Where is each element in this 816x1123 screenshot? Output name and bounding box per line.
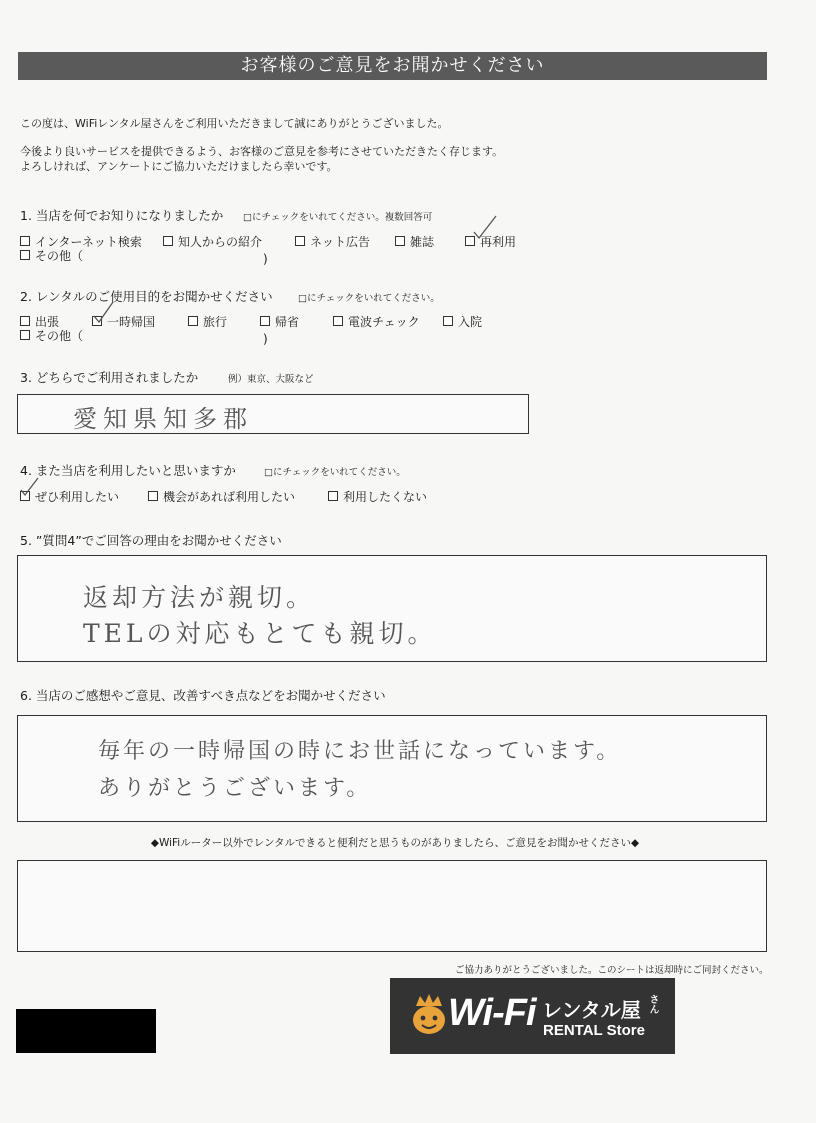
- q6-answer-line-1: 毎年の一時帰国の時にお世話になっています。: [98, 739, 622, 764]
- checkbox-icon[interactable]: [148, 491, 158, 501]
- checkmark-icon: [20, 477, 40, 497]
- checkbox-icon[interactable]: [20, 236, 30, 246]
- q4-option-definitely[interactable]: ぜひ利用したい: [20, 488, 119, 505]
- q1-other-close: ): [263, 252, 268, 266]
- q3-answer-box[interactable]: [17, 394, 529, 434]
- checkbox-icon[interactable]: [443, 316, 453, 326]
- q4-note: □にチェックをいれてください。: [264, 467, 406, 478]
- checkbox-icon[interactable]: [163, 236, 173, 246]
- q1-option-reuse[interactable]: 再利用: [465, 233, 516, 250]
- checkbox-icon[interactable]: [188, 316, 198, 326]
- q7-answer-box[interactable]: [17, 860, 767, 952]
- q2-option-travel[interactable]: 旅行: [188, 313, 227, 330]
- q6-answer-line-2: ありがとうございます。: [98, 776, 372, 801]
- q1-option-internet[interactable]: インターネット検索: [20, 233, 142, 250]
- logo-wifi-text: Wi-Fi: [448, 992, 536, 1034]
- intro-line-2: 今後より良いサービスを提供できるよう、お客様のご意見を参考にさせていただきたく存じます。: [20, 145, 504, 158]
- checkmark-icon: [93, 300, 115, 324]
- intro-line-3: よろしければ、アンケートにご協力いただけましたら幸いです。: [20, 160, 338, 173]
- company-logo: [390, 978, 675, 1054]
- q3-answer-text: 愛知県知多郡: [73, 405, 253, 433]
- q2-option-temp-return[interactable]: 一時帰国: [92, 313, 155, 330]
- q1-option-magazine[interactable]: 雑誌: [395, 233, 434, 250]
- q2-note: □にチェックをいれてください。: [298, 293, 440, 304]
- checkbox-icon[interactable]: [333, 316, 343, 326]
- q5-answer-line-1: 返却方法が親切。: [83, 583, 316, 612]
- q2-option-business[interactable]: 出張: [20, 313, 59, 330]
- checkbox-icon[interactable]: [20, 316, 30, 326]
- q2-title: 2. レンタルのご使用目的をお聞かせください: [20, 289, 273, 304]
- logo-jp-small-text: さん: [647, 994, 658, 1014]
- q5-title: 5. ”質問4”でご回答の理由をお聞かせください: [20, 533, 282, 548]
- q3-title: 3. どちらでご利用されましたか: [20, 370, 199, 385]
- q1-option-referral[interactable]: 知人からの紹介: [163, 233, 262, 250]
- checkbox-icon[interactable]: [295, 236, 305, 246]
- checkmark-icon: [472, 214, 498, 240]
- q2-other-close: ): [263, 332, 268, 346]
- q1-option-net-ad[interactable]: ネット広告: [295, 233, 370, 250]
- q4-option-no[interactable]: 利用したくない: [328, 488, 427, 505]
- q1-title: 1. 当店を何でお知りになりましたか: [20, 208, 224, 223]
- q5-answer-line-2: TELの対応もとても親切。: [83, 619, 437, 648]
- closing-note: ご協力ありがとうございました。このシートは返却時にご同封ください。: [455, 965, 769, 976]
- checkbox-icon[interactable]: [260, 316, 270, 326]
- checkbox-icon[interactable]: [395, 236, 405, 246]
- checkbox-icon[interactable]: [328, 491, 338, 501]
- q1-note: □にチェックをいれてください。複数回答可: [243, 212, 433, 223]
- mascot-icon: [408, 992, 450, 1036]
- logo-jp-text: レンタル屋: [542, 998, 641, 1022]
- q2-option-other[interactable]: その他（: [20, 327, 83, 344]
- q4-title: 4. また当店を利用したいと思いますか: [20, 463, 236, 478]
- q6-answer-box[interactable]: [17, 715, 767, 822]
- q2-option-signal-check[interactable]: 電波チェック: [333, 313, 420, 330]
- q1-option-other[interactable]: その他（: [20, 247, 83, 264]
- page-title: お客様のご意見をお聞かせください: [18, 52, 767, 80]
- q5-answer-box[interactable]: [17, 555, 767, 662]
- redacted-block: [16, 1009, 156, 1053]
- q4-option-if-chance[interactable]: 機会があれば利用したい: [148, 488, 295, 505]
- q2-option-homecoming[interactable]: 帰省: [260, 313, 299, 330]
- logo-en-text: RENTAL Store: [543, 1022, 645, 1039]
- intro-line-1: この度は、WiFiレンタル屋さんをご利用いただきまして誠にありがとうございました。: [20, 117, 449, 130]
- q7-title: ◆WiFiルーター以外でレンタルできると便利だと思うものがありましたら、ご意見をお聞かせください◆: [150, 837, 640, 849]
- checkbox-icon[interactable]: [20, 250, 30, 260]
- q6-title: 6. 当店のご感想やご意見、改善すべき点などをお聞かせください: [20, 688, 386, 703]
- q3-note: 例）東京、大阪など: [228, 374, 314, 385]
- q2-option-hospital[interactable]: 入院: [443, 313, 482, 330]
- checkbox-icon[interactable]: [20, 330, 30, 340]
